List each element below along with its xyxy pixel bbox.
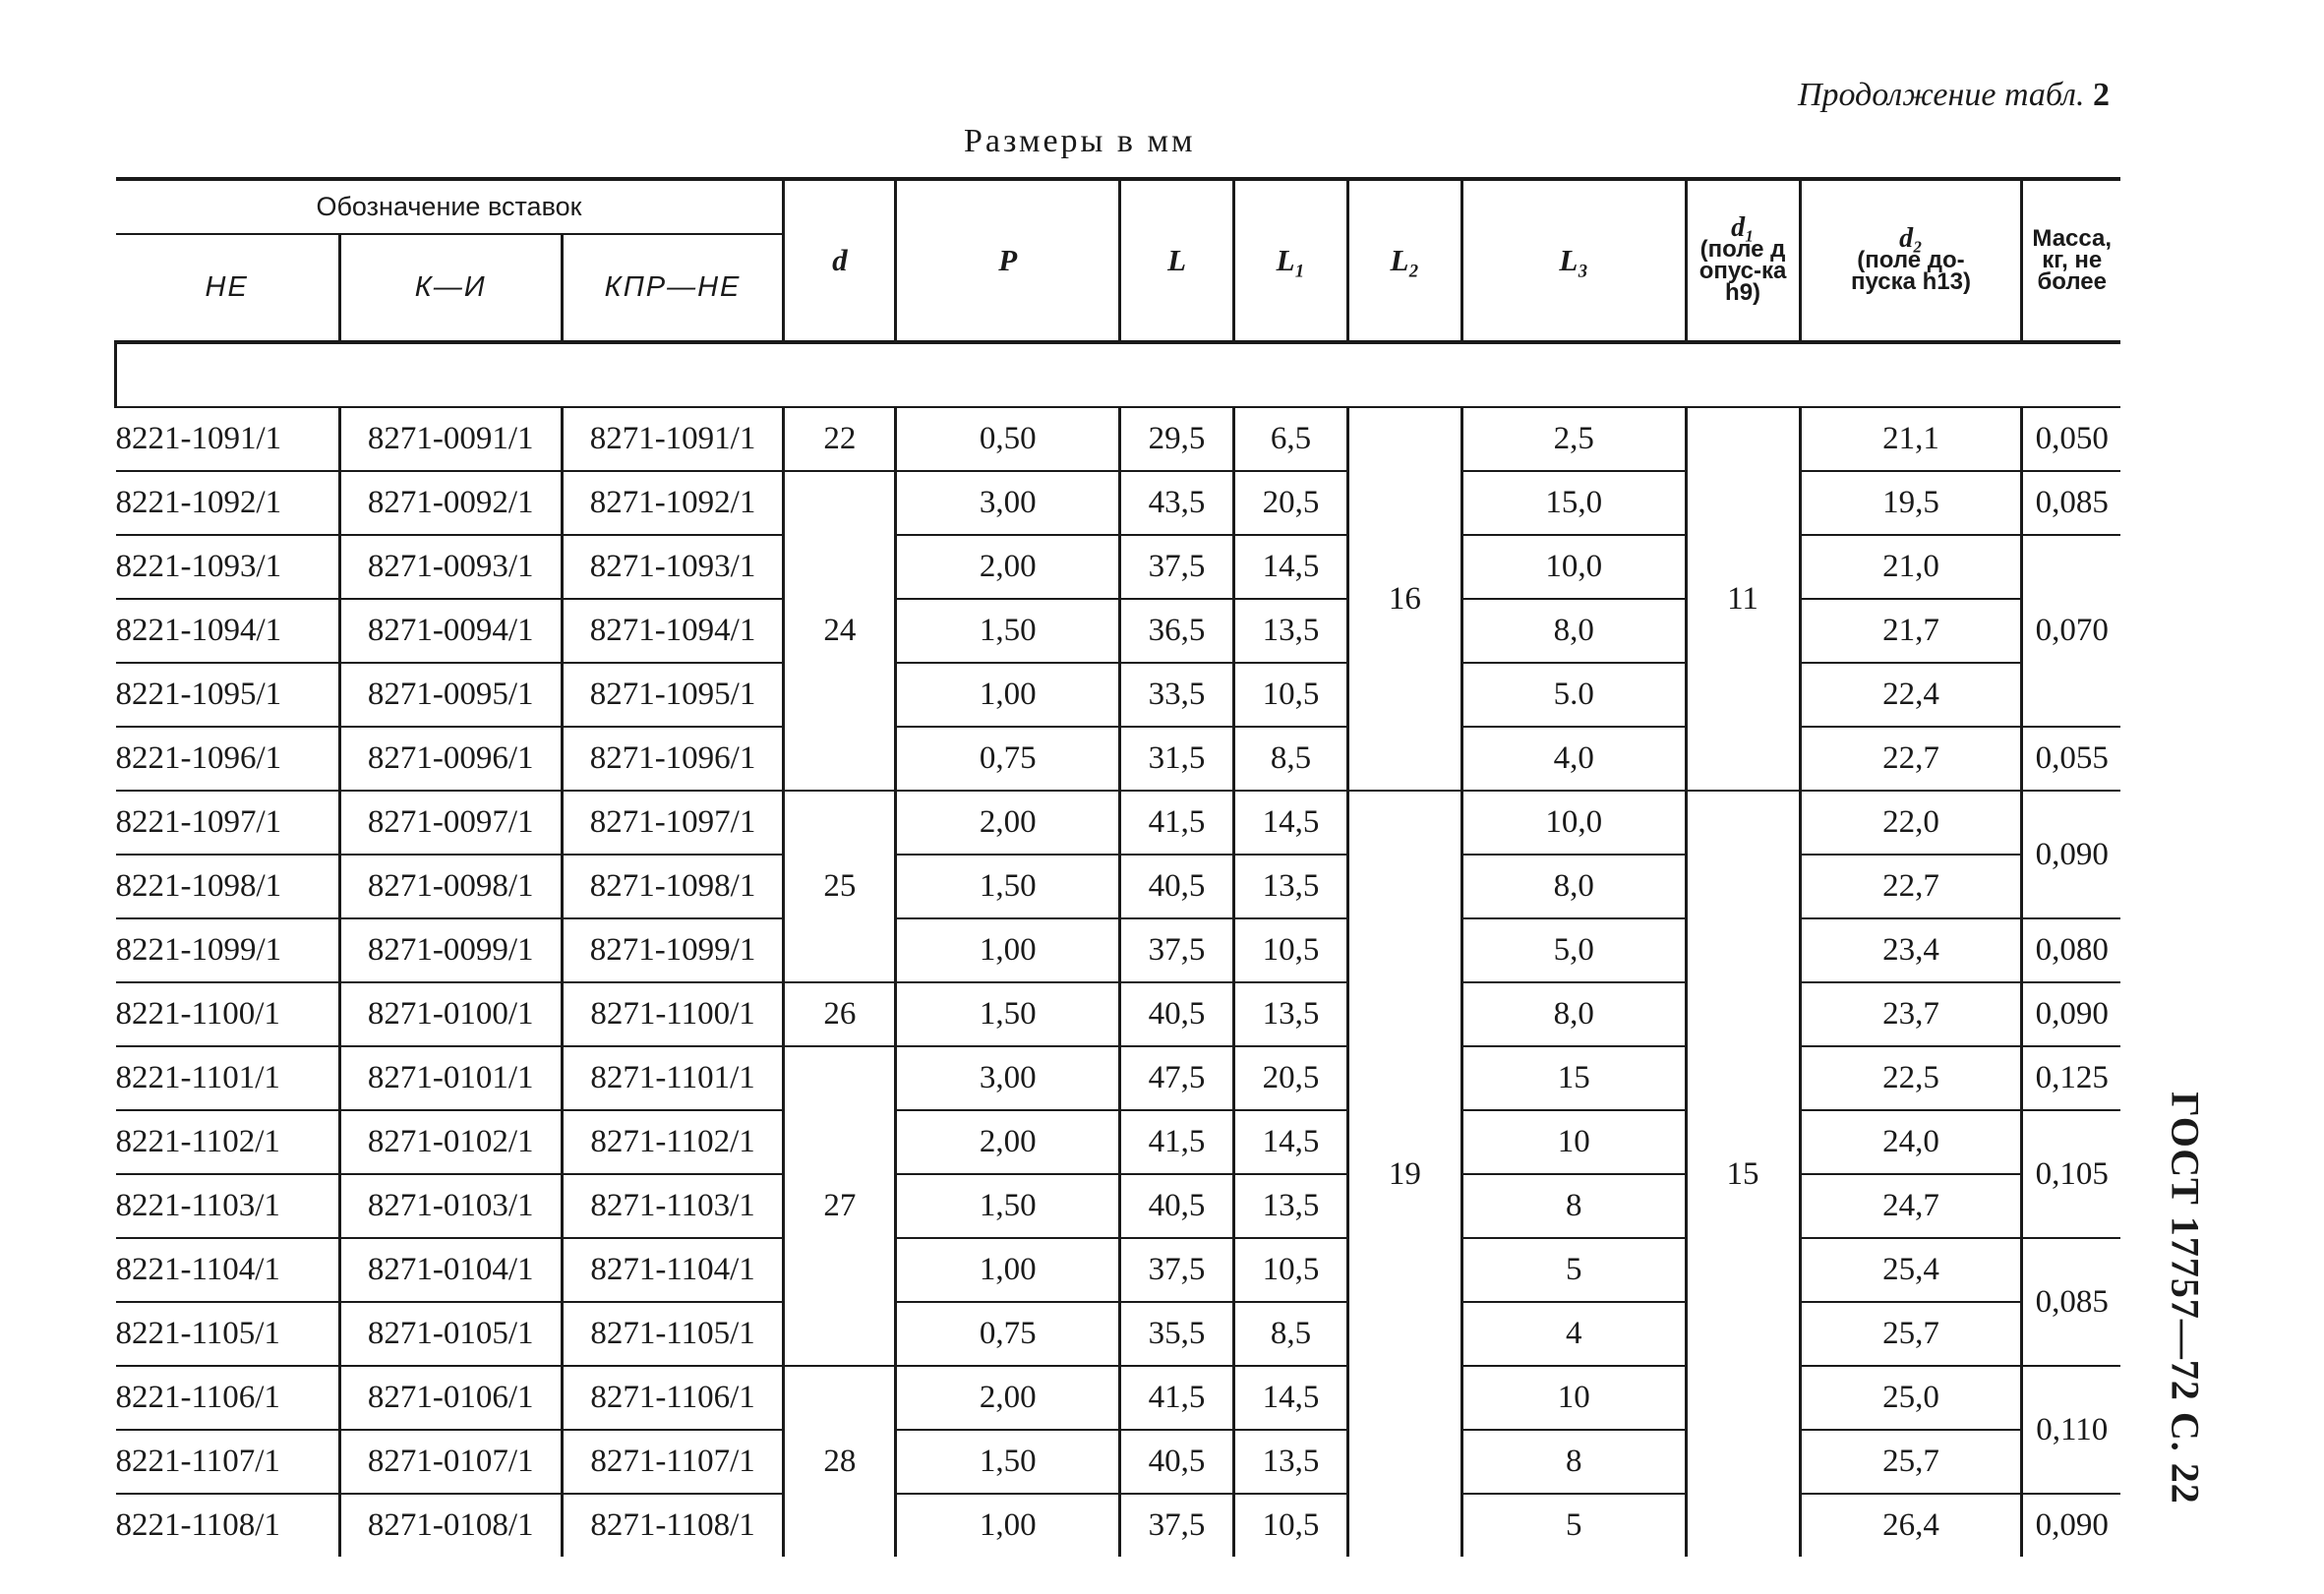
cell-l: 40,5 bbox=[1120, 1174, 1234, 1238]
cell-l3: 5 bbox=[1461, 1238, 1686, 1302]
cell-ne: 8221-1101/1 bbox=[116, 1046, 340, 1110]
header-d1-note: (поле допус-ка h9) bbox=[1698, 236, 1787, 306]
header-gap bbox=[116, 342, 2121, 407]
side-label bbox=[2164, 1092, 2207, 1505]
table-row bbox=[116, 918, 2121, 982]
cell-ki: 8271-0098/1 bbox=[339, 855, 562, 918]
cell-mass: 0,125 bbox=[2022, 1046, 2120, 1110]
cell-ne: 8221-1104/1 bbox=[116, 1238, 340, 1302]
cell-l: 37,5 bbox=[1120, 1238, 1234, 1302]
table-row bbox=[116, 471, 2121, 535]
cell-l1: 13,5 bbox=[1234, 982, 1348, 1046]
header-kprne: КПР—НЕ bbox=[562, 234, 784, 342]
cell-p: 2,00 bbox=[896, 791, 1120, 855]
header-ki: К—И bbox=[339, 234, 562, 342]
cell-ki: 8271-0093/1 bbox=[339, 535, 562, 599]
cell-ki: 8271-0102/1 bbox=[339, 1110, 562, 1174]
cell-l: 41,5 bbox=[1120, 791, 1234, 855]
table-row bbox=[116, 1238, 2121, 1302]
cell-l1: 13,5 bbox=[1234, 1174, 1348, 1238]
cell-ne: 8221-1092/1 bbox=[116, 471, 340, 535]
table-row bbox=[116, 535, 2121, 599]
table-row bbox=[116, 855, 2121, 918]
cell-d2: 25,0 bbox=[1800, 1366, 2022, 1430]
cell-ki: 8271-0096/1 bbox=[339, 727, 562, 791]
table-row bbox=[116, 791, 2121, 855]
table-row bbox=[116, 1430, 2121, 1494]
cell-mass: 0,085 bbox=[2022, 471, 2120, 535]
cell-ki: 8271-0094/1 bbox=[339, 599, 562, 663]
cell-ne: 8221-1100/1 bbox=[116, 982, 340, 1046]
cell-ki: 8271-0105/1 bbox=[339, 1302, 562, 1366]
cell-d2: 25,4 bbox=[1800, 1238, 2022, 1302]
cell-l3: 10,0 bbox=[1461, 791, 1686, 855]
cell-kprne: 8271-1102/1 bbox=[562, 1110, 784, 1174]
cell-p: 1,50 bbox=[896, 1430, 1120, 1494]
cell-ne: 8221-1096/1 bbox=[116, 727, 340, 791]
cell-mass: 0,050 bbox=[2022, 407, 2120, 471]
cell-d2: 23,7 bbox=[1800, 982, 2022, 1046]
side-label-text: ГОСТ 17757—72 С. 22 bbox=[2163, 1092, 2208, 1505]
header-d: d bbox=[784, 179, 896, 342]
table-row bbox=[116, 599, 2121, 663]
cell-l: 40,5 bbox=[1120, 855, 1234, 918]
cell-ne: 8221-1093/1 bbox=[116, 535, 340, 599]
table-row bbox=[116, 1046, 2121, 1110]
cell-l3: 5,0 bbox=[1461, 918, 1686, 982]
units-caption: Размеры в мм bbox=[964, 123, 1196, 159]
cell-l3: 15 bbox=[1461, 1046, 1686, 1110]
cell-d2: 26,4 bbox=[1800, 1494, 2022, 1557]
header-l1: L₁ bbox=[1234, 179, 1348, 342]
table-body bbox=[116, 342, 2121, 1557]
table-row bbox=[116, 1110, 2121, 1174]
cell-p: 3,00 bbox=[896, 471, 1120, 535]
cell-kprne: 8271-1099/1 bbox=[562, 918, 784, 982]
cell-l: 37,5 bbox=[1120, 1494, 1234, 1557]
cell-kprne: 8271-1108/1 bbox=[562, 1494, 784, 1557]
cell-l1: 10,5 bbox=[1234, 663, 1348, 727]
cell-ki: 8271-0104/1 bbox=[339, 1238, 562, 1302]
cell-d: 24 bbox=[784, 471, 896, 791]
cell-p: 1,00 bbox=[896, 918, 1120, 982]
table-row bbox=[116, 1302, 2121, 1366]
cell-ne: 8221-1095/1 bbox=[116, 663, 340, 727]
cell-kprne: 8271-1097/1 bbox=[562, 791, 784, 855]
table-row bbox=[116, 663, 2121, 727]
cell-l1: 13,5 bbox=[1234, 599, 1348, 663]
header-mass: Масса, кг, не более bbox=[2022, 179, 2120, 342]
cell-ne: 8221-1099/1 bbox=[116, 918, 340, 982]
cell-l1: 10,5 bbox=[1234, 1494, 1348, 1557]
cell-mass: 0,080 bbox=[2022, 918, 2120, 982]
cell-p: 1,50 bbox=[896, 599, 1120, 663]
cell-kprne: 8271-1103/1 bbox=[562, 1174, 784, 1238]
dimensions-table bbox=[114, 177, 2120, 1557]
cell-l: 31,5 bbox=[1120, 727, 1234, 791]
cell-mass: 0,055 bbox=[2022, 727, 2120, 791]
cell-mass: 0,090 bbox=[2022, 982, 2120, 1046]
table-row bbox=[116, 1494, 2121, 1557]
cell-ki: 8271-0099/1 bbox=[339, 918, 562, 982]
cell-ne: 8221-1094/1 bbox=[116, 599, 340, 663]
table-row bbox=[116, 407, 2121, 471]
cell-p: 2,00 bbox=[896, 1366, 1120, 1430]
cell-d: 22 bbox=[784, 407, 896, 471]
cell-l3: 8,0 bbox=[1461, 855, 1686, 918]
cell-ki: 8271-0091/1 bbox=[339, 407, 562, 471]
cell-kprne: 8271-1101/1 bbox=[562, 1046, 784, 1110]
cell-ne: 8221-1098/1 bbox=[116, 855, 340, 918]
header-designation-group: Обозначение вставок bbox=[116, 179, 784, 234]
cell-l3: 10,0 bbox=[1461, 535, 1686, 599]
cell-kprne: 8271-1093/1 bbox=[562, 535, 784, 599]
cell-kprne: 8271-1100/1 bbox=[562, 982, 784, 1046]
table-row bbox=[116, 1366, 2121, 1430]
cell-d2: 25,7 bbox=[1800, 1302, 2022, 1366]
cell-d2: 19,5 bbox=[1800, 471, 2022, 535]
cell-ki: 8271-0097/1 bbox=[339, 791, 562, 855]
cell-d: 25 bbox=[784, 791, 896, 982]
cell-l1: 20,5 bbox=[1234, 1046, 1348, 1110]
header-l: L bbox=[1120, 179, 1234, 342]
cell-ne: 8221-1105/1 bbox=[116, 1302, 340, 1366]
cell-l3: 5 bbox=[1461, 1494, 1686, 1557]
cell-l3: 8,0 bbox=[1461, 982, 1686, 1046]
cell-mass: 0,090 bbox=[2022, 1494, 2120, 1557]
header-d2-symbol: d₂ bbox=[1899, 223, 1923, 254]
cell-kprne: 8271-1104/1 bbox=[562, 1238, 784, 1302]
cell-l2: 19 bbox=[1347, 791, 1461, 1557]
cell-l1: 8,5 bbox=[1234, 1302, 1348, 1366]
cell-kprne: 8271-1098/1 bbox=[562, 855, 784, 918]
cell-mass: 0,070 bbox=[2022, 535, 2120, 727]
cell-p: 0,75 bbox=[896, 727, 1120, 791]
header-l3: L₃ bbox=[1461, 179, 1686, 342]
cell-l1: 20,5 bbox=[1234, 471, 1348, 535]
cell-l1: 14,5 bbox=[1234, 791, 1348, 855]
cell-d: 28 bbox=[784, 1366, 896, 1557]
cell-ki: 8271-0108/1 bbox=[339, 1494, 562, 1557]
cell-l1: 13,5 bbox=[1234, 1430, 1348, 1494]
table-row bbox=[116, 727, 2121, 791]
cell-l3: 4 bbox=[1461, 1302, 1686, 1366]
cell-d: 26 bbox=[784, 982, 896, 1046]
cell-ne: 8221-1097/1 bbox=[116, 791, 340, 855]
cell-l: 43,5 bbox=[1120, 471, 1234, 535]
cell-kprne: 8271-1096/1 bbox=[562, 727, 784, 791]
cell-l3: 8 bbox=[1461, 1430, 1686, 1494]
cell-l1: 8,5 bbox=[1234, 727, 1348, 791]
cell-l2: 16 bbox=[1347, 407, 1461, 791]
cell-l3: 8 bbox=[1461, 1174, 1686, 1238]
cell-l3: 5.0 bbox=[1461, 663, 1686, 727]
table-number: 2 bbox=[2093, 77, 2110, 113]
cell-ki: 8271-0101/1 bbox=[339, 1046, 562, 1110]
cell-d2: 22,7 bbox=[1800, 855, 2022, 918]
cell-d2: 22,5 bbox=[1800, 1046, 2022, 1110]
header-l2: L₂ bbox=[1347, 179, 1461, 342]
cell-d2: 22,7 bbox=[1800, 727, 2022, 791]
cell-l1: 10,5 bbox=[1234, 918, 1348, 982]
cell-d2: 22,4 bbox=[1800, 663, 2022, 727]
cell-l: 40,5 bbox=[1120, 982, 1234, 1046]
header-d2 bbox=[1800, 179, 2022, 342]
cell-kprne: 8271-1107/1 bbox=[562, 1430, 784, 1494]
cell-l: 29,5 bbox=[1120, 407, 1234, 471]
cell-p: 1,00 bbox=[896, 1238, 1120, 1302]
cell-d2: 24,7 bbox=[1800, 1174, 2022, 1238]
cell-d2: 22,0 bbox=[1800, 791, 2022, 855]
cell-l: 37,5 bbox=[1120, 918, 1234, 982]
cell-l: 47,5 bbox=[1120, 1046, 1234, 1110]
cell-l3: 10 bbox=[1461, 1366, 1686, 1430]
cell-ne: 8221-1102/1 bbox=[116, 1110, 340, 1174]
cell-l1: 6,5 bbox=[1234, 407, 1348, 471]
cell-ne: 8221-1108/1 bbox=[115, 1507, 280, 1543]
cell-l3: 4,0 bbox=[1461, 727, 1686, 791]
cell-l3: 10 bbox=[1461, 1110, 1686, 1174]
cell-ki: 8271-0106/1 bbox=[339, 1366, 562, 1430]
cell-l3: 2,5 bbox=[1461, 407, 1686, 471]
cell-ne: 8221-1106/1 bbox=[116, 1366, 340, 1430]
cell-d2: 21,1 bbox=[1800, 407, 2022, 471]
cell-l: 33,5 bbox=[1120, 663, 1234, 727]
cell-p: 1,00 bbox=[896, 663, 1120, 727]
cell-l: 35,5 bbox=[1120, 1302, 1234, 1366]
cell-ne: 8221-1103/1 bbox=[116, 1174, 340, 1238]
cell-p: 1,00 bbox=[896, 1494, 1120, 1557]
header-d2-note: (поле до-пуска h13) bbox=[1851, 247, 1971, 295]
cell-l: 40,5 bbox=[1120, 1430, 1234, 1494]
cell-kprne: 8271-1105/1 bbox=[562, 1302, 784, 1366]
cell-l1: 14,5 bbox=[1234, 1366, 1348, 1430]
cell-p: 1,50 bbox=[896, 1174, 1120, 1238]
cell-d2: 21,0 bbox=[1800, 535, 2022, 599]
cell-ki: 8271-0100/1 bbox=[339, 982, 562, 1046]
cell-l: 41,5 bbox=[1120, 1366, 1234, 1430]
cell-d2: 25,7 bbox=[1800, 1430, 2022, 1494]
cell-ki: 8271-0095/1 bbox=[339, 663, 562, 727]
header-d1-symbol: d₁ bbox=[1731, 212, 1755, 243]
cell-ne: 8221-1091/1 bbox=[116, 407, 340, 471]
cell-p: 2,00 bbox=[896, 535, 1120, 599]
cell-p: 3,00 bbox=[896, 1046, 1120, 1110]
cell-p: 1,50 bbox=[896, 982, 1120, 1046]
cell-ne: 8221-1107/1 bbox=[116, 1430, 340, 1494]
cell-l: 36,5 bbox=[1120, 599, 1234, 663]
cell-p: 0,50 bbox=[896, 407, 1120, 471]
cell-ki: 8271-0103/1 bbox=[339, 1174, 562, 1238]
cell-l3: 8,0 bbox=[1461, 599, 1686, 663]
table-continuation bbox=[1798, 77, 2110, 114]
cell-mass: 0,110 bbox=[2022, 1366, 2120, 1494]
cell-l1: 13,5 bbox=[1234, 855, 1348, 918]
cell-p: 1,50 bbox=[896, 855, 1120, 918]
cell-d: 27 bbox=[784, 1046, 896, 1366]
cell-l: 37,5 bbox=[1120, 535, 1234, 599]
cell-d1: 11 bbox=[1686, 407, 1800, 791]
cell-kprne: 8271-1091/1 bbox=[562, 407, 784, 471]
cell-mass: 0,085 bbox=[2022, 1238, 2120, 1366]
table-row bbox=[116, 1174, 2121, 1238]
cell-p: 2,00 bbox=[896, 1110, 1120, 1174]
cell-p: 0,75 bbox=[896, 1302, 1120, 1366]
cell-l1: 14,5 bbox=[1234, 535, 1348, 599]
cell-d2: 21,7 bbox=[1800, 599, 2022, 663]
cell-kprne: 8271-1092/1 bbox=[562, 471, 784, 535]
cell-kprne: 8271-1106/1 bbox=[562, 1366, 784, 1430]
cell-kprne: 8271-1094/1 bbox=[562, 599, 784, 663]
header-p: P bbox=[896, 179, 1120, 342]
cell-d2: 23,4 bbox=[1800, 918, 2022, 982]
cell-l1: 14,5 bbox=[1234, 1110, 1348, 1174]
cell-l: 41,5 bbox=[1120, 1110, 1234, 1174]
continuation-text: Продолжение табл. bbox=[1797, 77, 2085, 113]
cell-l3: 15,0 bbox=[1461, 471, 1686, 535]
table-row bbox=[116, 982, 2121, 1046]
cell-mass: 0,090 bbox=[2022, 791, 2120, 918]
cell-l1: 10,5 bbox=[1234, 1238, 1348, 1302]
header-ne: НЕ bbox=[116, 234, 340, 342]
cell-d2: 24,0 bbox=[1800, 1110, 2022, 1174]
cell-kprne: 8271-1095/1 bbox=[562, 663, 784, 727]
cell-mass: 0,105 bbox=[2022, 1110, 2120, 1238]
cell-ki: 8271-0107/1 bbox=[339, 1430, 562, 1494]
header-d1 bbox=[1686, 179, 1800, 342]
cell-d1: 15 bbox=[1686, 791, 1800, 1557]
cell-ki: 8271-0092/1 bbox=[339, 471, 562, 535]
